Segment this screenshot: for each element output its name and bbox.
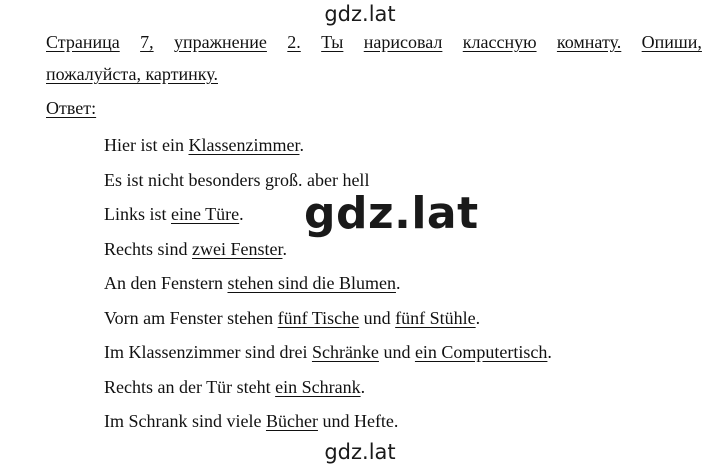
answer-sentence: [104, 335, 552, 370]
underlined-phrase: Schränke: [311, 342, 379, 362]
underlined-phrase: zwei Fenster: [192, 238, 283, 259]
underlined-phrase: ein Schrank: [275, 376, 361, 397]
answer-sentence: [104, 370, 552, 405]
underlined-phrase: stehen sind die Blumen: [227, 273, 396, 293]
sentence-text: und Hefte.: [317, 411, 399, 431]
underlined-phrase: fünf Tische: [277, 307, 360, 328]
sentence-text: .: [239, 204, 244, 224]
task-word: классную: [462, 32, 537, 52]
sentence-text: .: [475, 307, 481, 328]
sentence-text: Links ist: [104, 204, 172, 224]
underlined-phrase: Klassenzimmer: [188, 135, 300, 155]
task-word: Ты: [321, 32, 344, 52]
sentence-text: .: [299, 135, 304, 155]
underlined-phrase: fünf Stühle: [395, 307, 476, 328]
task-word: 7,: [140, 32, 154, 52]
sentence-text: Im Schrank sind viele: [104, 411, 266, 431]
sentence-text: Es ist nicht besonders groß. aber hell: [104, 169, 370, 190]
task-statement-line-2: пожалуйста, картинку.: [46, 64, 218, 84]
task-word: Опиши,: [641, 32, 702, 52]
task-word: нарисовал: [363, 32, 443, 52]
sentence-text: Hier ist ein: [104, 135, 189, 155]
sentence-text: .: [547, 342, 552, 362]
underlined-phrase: eine Türe: [171, 204, 240, 224]
task-word: комнату.: [556, 32, 622, 52]
sentence-text: .: [360, 376, 366, 397]
sentence-text: Rechts an der Tür steht: [104, 376, 276, 397]
answer-sentence: [104, 301, 552, 336]
sentence-text: Im Klassenzimmer sind drei: [104, 342, 312, 362]
answer-label: Ответ:: [46, 98, 97, 118]
sentence-text: Rechts sind: [104, 238, 192, 259]
answer-sentence: [104, 404, 552, 439]
task-word: Страница: [46, 32, 120, 52]
watermark-bottom: gdz.lat: [324, 440, 396, 464]
watermark-center: gdz.lat: [304, 188, 479, 239]
sentence-text: Vorn am Fenster stehen: [104, 307, 278, 328]
sentence-text: An den Fenstern: [104, 273, 228, 293]
task-statement-line-1: [46, 32, 702, 53]
underlined-phrase: Bücher: [265, 411, 318, 431]
task-word: 2.: [287, 32, 301, 52]
answer-sentence: [104, 266, 552, 301]
underlined-phrase: ein Computertisch: [414, 342, 548, 362]
answer-lines: [104, 128, 552, 439]
sentence-text: und: [359, 307, 396, 328]
task-word: упражнение: [173, 32, 267, 52]
sentence-text: .: [282, 238, 287, 259]
watermark-top: gdz.lat: [324, 2, 396, 26]
sentence-text: und: [378, 342, 415, 362]
sentence-text: .: [395, 273, 401, 293]
answer-sentence: [104, 128, 552, 163]
